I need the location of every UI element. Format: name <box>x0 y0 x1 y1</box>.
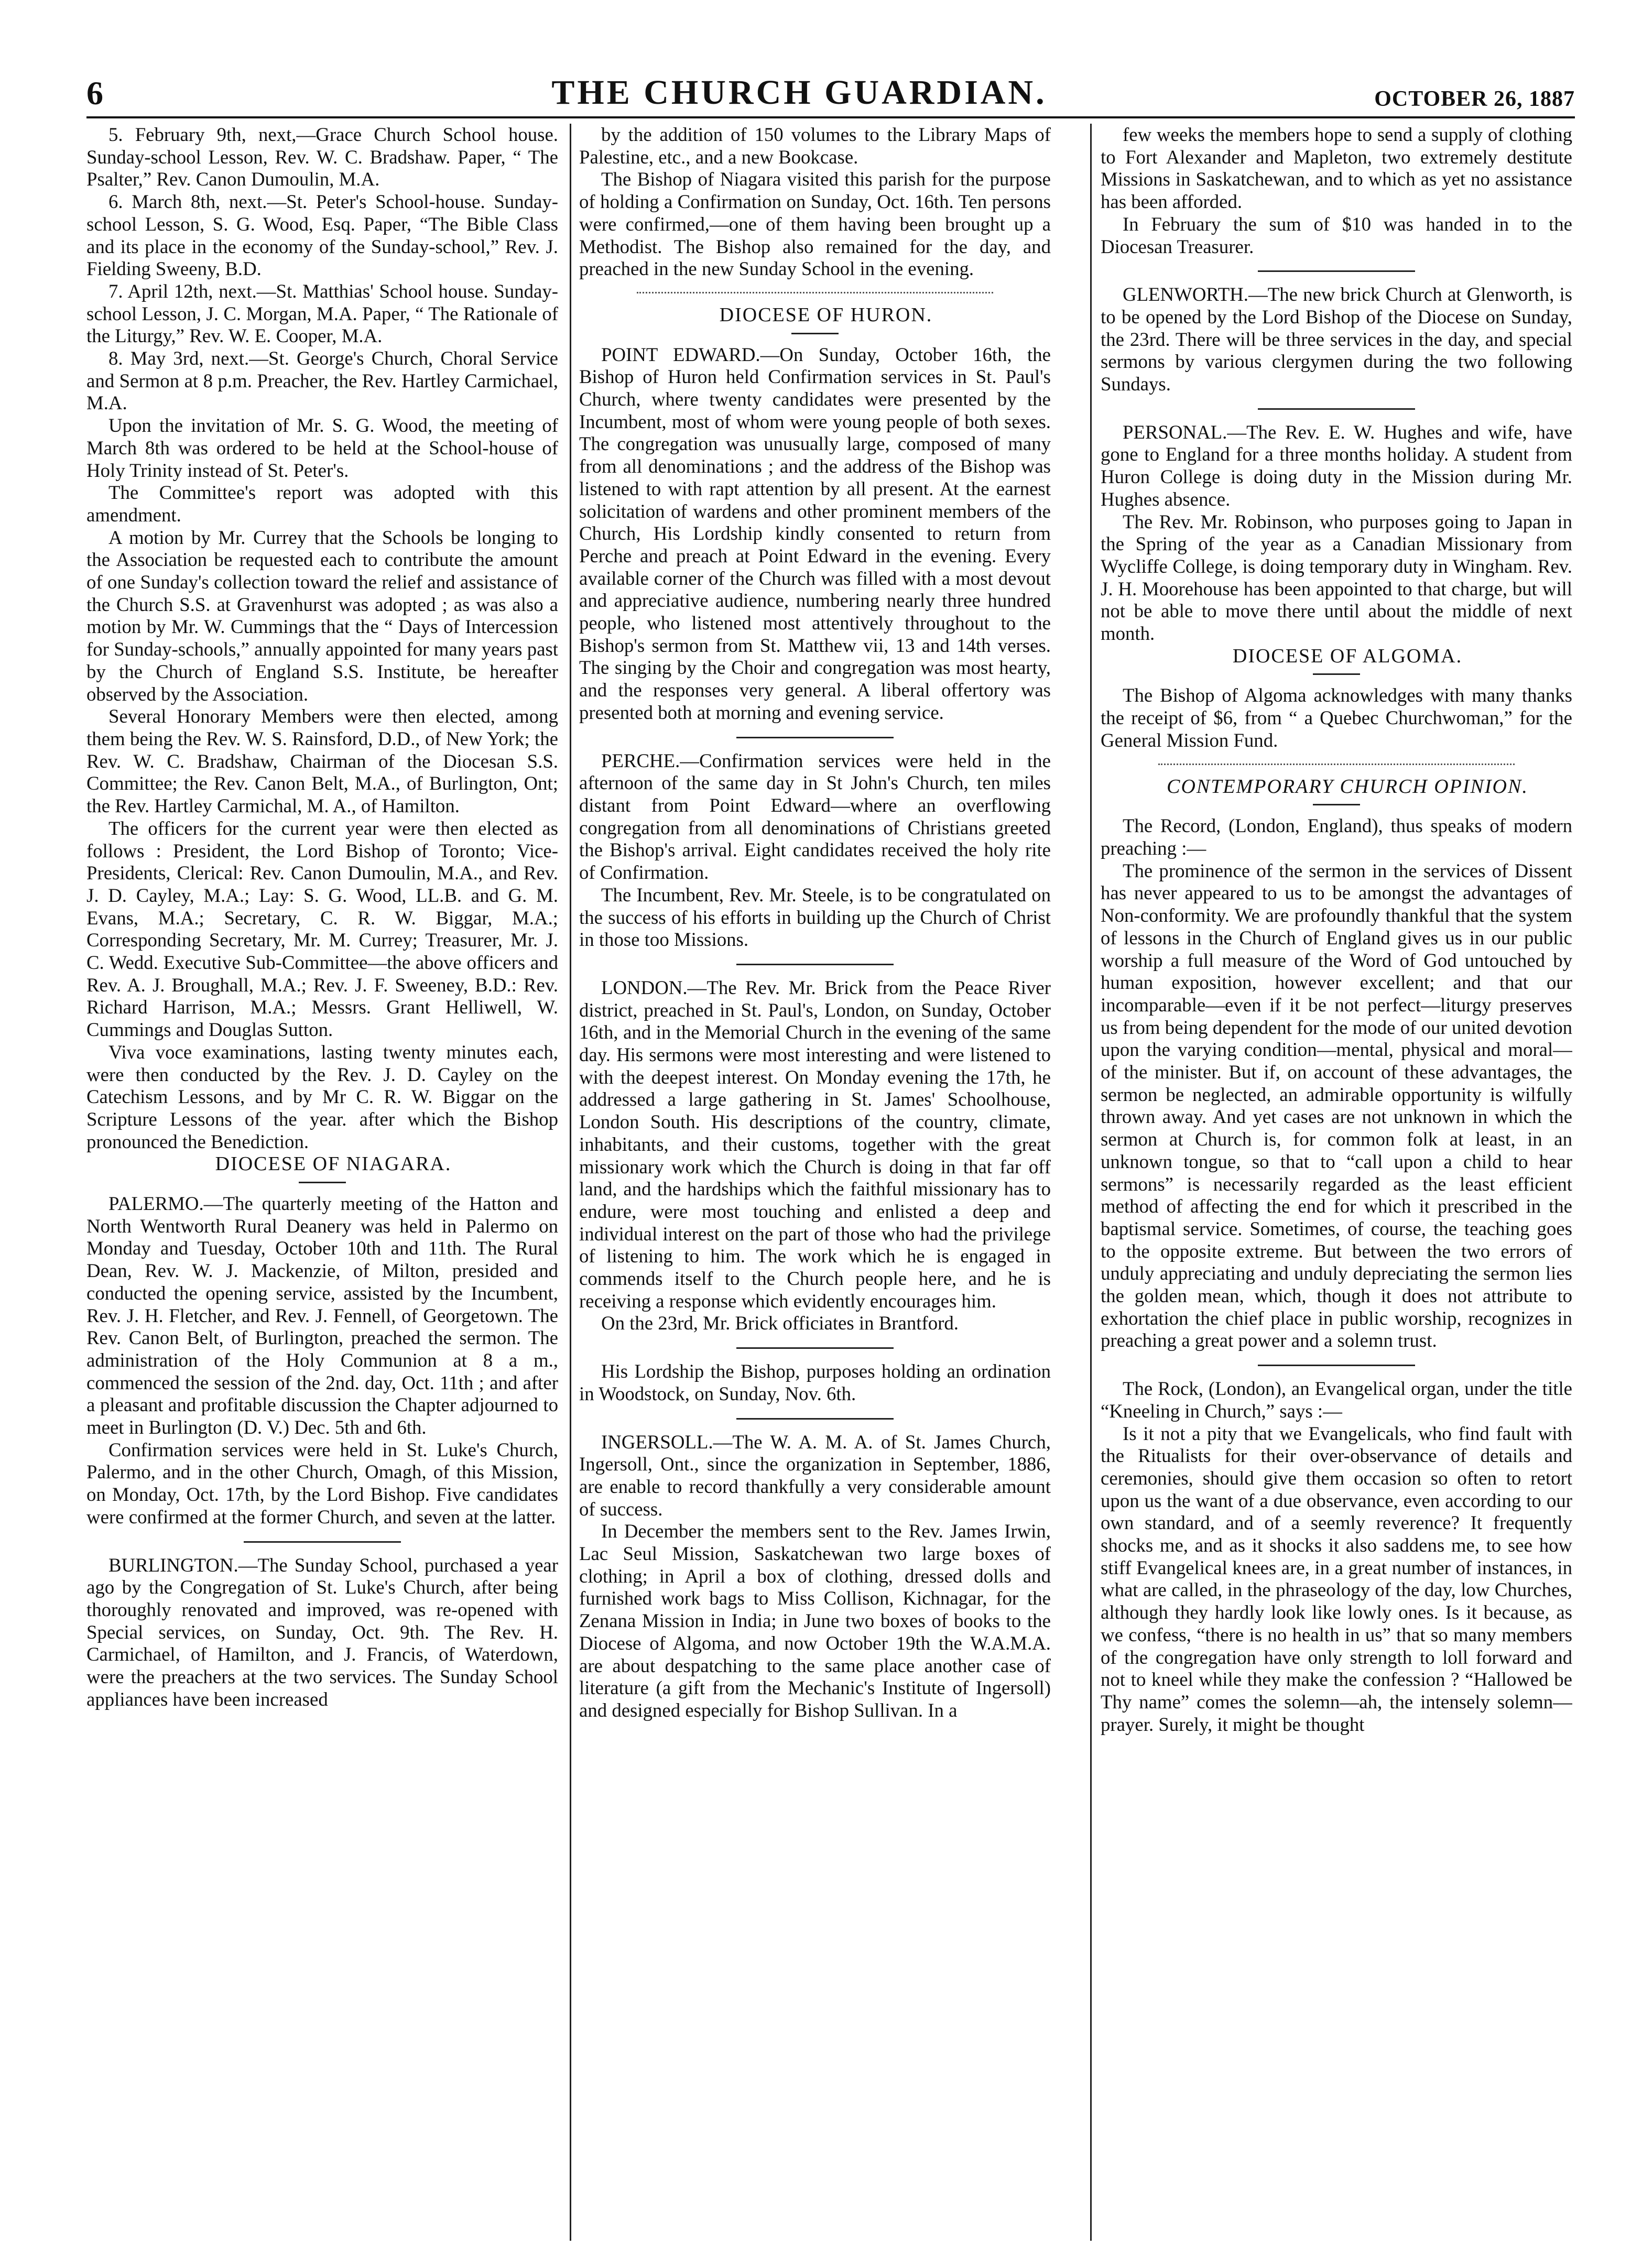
paragraph: 5. February 9th, next,—Grace Church School house. Sunday-school Lesson, Rev. W. C. Bradshaw. Paper, “ The Psalter,” Rev. Canon Dumoulin, M.A. <box>86 124 558 190</box>
paragraph: 8. May 3rd, next.—St. George's Church, Choral Service and Sermon at 8 p.m. Preacher, the Rev. Hartley Carmichael, M.A. <box>86 347 558 414</box>
paragraph: BURLINGTON.—The Sunday School, purchased a year ago by the Congregation of St. Luke's Church, after being thoroughly renovated and improved, was re-opened with Special services, on Sunday, Oct. 9th. The Rev. H. Carmichael, of Hamilton, and J. Francis, of Waterdown, were the preachers at the two services. The Sunday School appliances have been increased <box>86 1554 558 1710</box>
column-3 <box>1101 124 1572 2241</box>
paragraph: The Bishop of Algoma acknowledges with many thanks the receipt of $6, from “ a Quebec Churchwoman,” for the General Mission Fund. <box>1101 684 1572 751</box>
masthead-rule <box>86 116 1575 118</box>
column-2 <box>579 124 1051 2241</box>
article-divider <box>244 1541 401 1543</box>
paragraph: Viva voce examinations, lasting twenty minutes each, were then conducted by the Rev. J. D. Cayley on the Catechism Lessons, and by Mr C. R. W. Biggar on the Scripture Lessons of the year. after which the Bishop pronounced the Benediction. <box>86 1041 558 1152</box>
newspaper-title: THE CHURCH GUARDIAN. <box>551 73 1047 112</box>
paragraph: 7. April 12th, next.—St. Matthias' School house. Sunday-school Lesson, J. C. Morgan, M.A. Paper, “ The Rationale of the Liturgy,” Rev. W. E. Cooper, M.A. <box>86 280 558 347</box>
paragraph: The Committee's report was adopted with this amendment. <box>86 482 558 526</box>
paragraph: On the 23rd, Mr. Brick officiates in Brantford. <box>601 1312 959 1334</box>
paragraph: The officers for the current year were then elected as follows : President, the Lord Bishop of Toronto; Vice-Presidents, Clerical: Rev. Canon Dumoulin, M.A., and Rev. J. D. Cayley, M.A.; Lay: S. G. Wood, LL.B. and G. M. Evans, M.A.; Secretary, C. R. W. Biggar, M.A.; Corresponding Secretary, Mr. M. Currey; Treasurer, Mr. J. C. Wedd. Executive Sub-Committee—the above officers and Rev. A. J. Broughall, M.A.; Rev. J. F. Sweeney, B.D.: Rev. Richard Harrison, M.A.; Messrs. Grant Helliwell, W. Cummings and Douglas Sutton. <box>86 817 558 1041</box>
paragraph: LONDON.—The Rev. Mr. Brick from the Peace River district, preached in St. Paul's, London, on Sunday, October 16th, and in the Memorial Church in the evening of the same day. His sermons were most interesting and were listened to with the deepest interest. On Monday evening the 17th, he addressed a large gathering in St. James' Schoolhouse, London South. His descriptions of the country, climate, inhabitants, and their customs, together with the great missionary work which the Church is doing in that far off land, and the hardships which the faithful missionary has to endure, were most touching and enlisted a deep and individual interest on the part of those who had the privilege of listening to him. The work which he is engaged in commends itself to the Church people here, and he is receiving a response which evidently encourages him. <box>579 976 1051 1312</box>
paragraph: Is it not a pity that we Evangelicals, who find fault with the Ritualists for their over-observance of details and ceremonies, should give them occasion so often to retort upon us the want of a due observance, even according to our own standard, and of a seemly reverence? It frequently shocks me, and as it shocks it also saddens me, to see how stiff Evangelical knees are, in a great number of instances, in what are called, in the phraseology of the day, low Churches, although they hardly look like lowly ones. Is it because, as we confess, “there is no health in us” that so many members of the congregation have only strength to loll forward and not to kneel while they make the confession ? “Hallowed be Thy name” comes the solemn—ah, the intensely solemn—prayer. Surely, it might be thought <box>1101 1422 1572 1735</box>
article-divider <box>736 737 894 738</box>
issue-date: OCTOBER 26, 1887 <box>1374 87 1575 111</box>
paragraph: The Rev. Mr. Robinson, who purposes going to Japan in the Spring of the year as a Canadian Missionary from Wycliffe College, is doing temporary duty in Wingham. Rev. J. H. Moorehouse has been appointed to that charge, but will not be able to move there until about the middle of next month. <box>1101 510 1572 645</box>
article-divider <box>736 964 894 965</box>
column-divider <box>570 124 571 2241</box>
paragraph: In February the sum of $10 was handed in to the Diocesan Treasurer. <box>1101 213 1572 257</box>
paragraph: Confirmation services were held in St. Luke's Church, Palermo, and in the other Church, Omagh, of this Mission, on Monday, Oct. 17th, by the Lord Bishop. Five candidates were confirmed at the former Church, and seven at the latter. <box>86 1438 558 1528</box>
heading-rule <box>1313 673 1360 675</box>
paragraph: PERSONAL.—The Rev. E. W. Hughes and wife, have gone to England for a three months holiday. A student from Huron College is doing duty in the Mission during Mr. Hughes absence. <box>1101 421 1572 510</box>
column-1 <box>86 124 558 2241</box>
section-heading: DIOCESE OF HURON. <box>719 303 933 326</box>
paragraph: by the addition of 150 volumes to the Library Maps of Palestine, etc., and a new Bookcase. <box>579 124 1051 168</box>
paragraph: GLENWORTH.—The new brick Church at Glenworth, is to be opened by the Lord Bishop of the Diocese on Sunday, the 23rd. There will be three services in the day, and special sermons by various clergymen during the two following Sundays. <box>1101 284 1572 395</box>
heading-rule <box>791 333 839 334</box>
dotted-divider <box>637 292 993 293</box>
section-heading: DIOCESE OF ALGOMA. <box>1232 645 1463 667</box>
masthead <box>86 73 1575 110</box>
dotted-divider <box>1158 764 1515 765</box>
article-divider <box>1258 270 1415 272</box>
paragraph: PERCHE.—Confirmation services were held in the afternoon of the same day in St John's Church, ten miles distant from Point Edward—where an overflowing congregation from all denominations of Christians greeted the Bishop's arrival. Eight candidates received the holy rite of Confirmation. <box>579 749 1051 884</box>
article-divider <box>736 1418 894 1420</box>
paragraph: INGERSOLL.—The W. A. M. A. of St. James Church, Ingersoll, Ont., since the organization in September, 1886, are enable to record thankfully a very considerable amount of success. <box>579 1431 1051 1520</box>
paragraph: few weeks the members hope to send a supply of clothing to Fort Alexander and Mapleton, two extremely destitute Missions in Saskatchewan, and to which as yet no assistance has been afforded. <box>1101 124 1572 213</box>
paragraph: The Record, (London, England), thus speaks of modern preaching :— <box>1101 815 1572 859</box>
heading-rule <box>299 1182 346 1183</box>
paragraph: The Bishop of Niagara visited this parish for the purpose of holding a Confirmation on Sunday, Oct. 16th. Ten persons were confirmed,—one of them having been brought up a Methodist. The Bishop also remained for the day, and preached in the new Sunday School in the evening. <box>579 168 1051 280</box>
section-heading-italic: CONTEMPORARY CHURCH OPINION. <box>1167 775 1528 798</box>
heading-rule <box>1313 804 1360 805</box>
paragraph: 6. March 8th, next.—St. Peter's School-house. Sunday-school Lesson, S. G. Wood, Esq. Paper, “The Bible Class and its place in the economy of the Sunday-school,” Rev. J. Fielding Sweeny, B.D. <box>86 191 558 280</box>
paragraph: A motion by Mr. Currey that the Schools be longing to the Association be requested each to contribute the amount of one Sunday's collection toward the relief and assistance of the Church S.S. at Gravenhurst was adopted ; as was also a motion by Mr. W. Cummings that the “ Days of Intercession for Sunday-schools,” annually appointed for many years past by the Church of England S.S. Institute, be hereafter observed by the Association. <box>86 526 558 705</box>
article-divider <box>1258 1365 1415 1366</box>
paragraph: In December the members sent to the Rev. James Irwin, Lac Seul Mission, Saskatchewan two large boxes of clothing; in April a box of clothing, dressed dolls and furnished work bags to Miss Collison, Kichnagar, for the Zenana Mission in India; in June two boxes of books to the Diocese of Algoma, and now October 19th the W.A.M.A. are about despatching to the same place another case of literature (a gift from the Mechanic's Institute of Ingersoll) and designed especially for Bishop Sullivan. In a <box>579 1520 1051 1721</box>
paragraph: His Lordship the Bishop, purposes holding an ordination in Woodstock, on Sunday, Nov. 6th. <box>579 1360 1051 1404</box>
paragraph: Upon the invitation of Mr. S. G. Wood, the meeting of March 8th was ordered to be held at the School-house of Holy Trinity instead of St. Peter's. <box>86 415 558 481</box>
paragraph: PALERMO.—The quarterly meeting of the Hatton and North Wentworth Rural Deanery was held in Palermo on Monday and Tuesday, October 10th and 11th. The Rural Dean, Rev. W. J. Mackenzie, of Milton, presided and conducted the opening service, assisted by the Incumbent, Rev. J. H. Fletcher, and Rev. J. Fennell, of Georgetown. The Rev. Canon Belt, of Burlington, preached the sermon. The administration of the Holy Communion at 8 a m., commenced the session of the 2nd. day, Oct. 11th ; and after a pleasant and profitable discussion the Chapter adjourned to meet in Burlington (D. V.) Dec. 5th and 6th. <box>86 1193 558 1438</box>
paragraph: Several Honorary Members were then elected, among them being the Rev. W. S. Rainsford, D.D., of New York; the Rev. W. C. Bradshaw, Chairman of the Diocesan S.S. Committee; the Rev. Canon Belt, M.A., of Burlington, Ont; the Rev. Hartley Carmichal, M. A., of Hamilton. <box>86 705 558 817</box>
paragraph: The Incumbent, Rev. Mr. Steele, is to be congratulated on the success of his efforts in building up the Church of Christ in those too Missions. <box>579 884 1051 951</box>
article-divider <box>736 1347 894 1349</box>
paragraph: The prominence of the sermon in the services of Dissent has never appeared to us to be amongst the advantages of Non-conformity. We are profoundly thankful that the system of lessons in the Church of England gives us in our public worship a full measure of the Word of God untouched by human exposition, however excellent; and that our incomparable—even if it be not perfect—liturgy preserves us from being dependent for the mode of our united devotion upon the varying condition—mental, physical and moral—of the minister. But if, on account of these advantages, the sermon be neglected, an admirable opportunity is wilfully thrown away. And yet cases are not unknown in which the sermon at Church is, for common folk at least, in an unknown tongue, so that to “call upon a child to hear sermons” is necessarily regarded as the least efficient method of affecting the end for which it prescribed in the baptismal service. Sometimes, of course, the teaching goes to the opposite extreme. But between the two errors of unduly appreciating and unduly depreciating the sermon lies the golden mean, which, though it does not attribute to exhortation the chief place in public worship, recognizes in preaching a great power and a solemn trust. <box>1101 859 1572 1351</box>
section-heading: DIOCESE OF NIAGARA. <box>215 1153 452 1175</box>
paragraph: POINT EDWARD.—On Sunday, October 16th, the Bishop of Huron held Confirmation services in St. Paul's Church, where twenty candidates were presented by the Incumbent, most of whom were young people of both sexes. The congregation was unusually large, composed of many from all denominations ; and the address of the Bishop was listened to with rapt attention by all present. At the earnest solicitation of wardens and other prominent members of the Church, His Lordship kindly consented to return from Perche and preach at Point Edward in the evening. Every available corner of the Church was filled with a most devout and appreciative audience, numbering nearly three hundred people, who listened most attentively throughout to the Bishop's sermon from St. Matthew vii, 13 and 14th verses. The singing by the Choir and congregation was most hearty, and the responses very general. A liberal offertory was presented both at morning and evening service. <box>579 343 1051 723</box>
paragraph: The Rock, (London), an Evangelical organ, under the title “Kneeling in Church,” says :— <box>1101 1378 1572 1422</box>
article-divider <box>1258 408 1415 410</box>
column-divider <box>1090 124 1092 2241</box>
page-number: 6 <box>86 74 103 112</box>
